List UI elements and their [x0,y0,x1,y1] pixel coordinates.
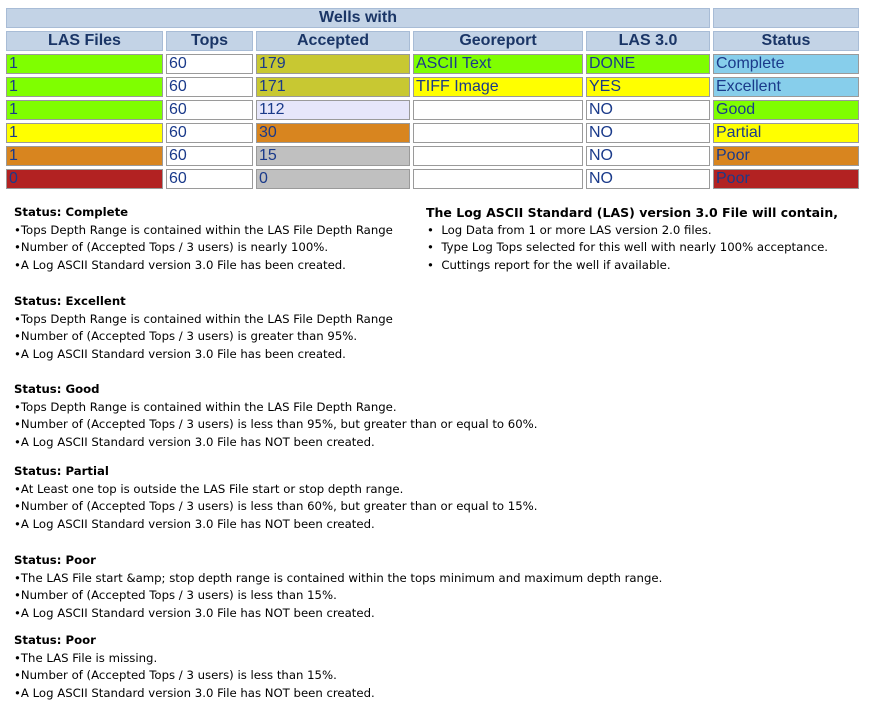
status-note-bullet: •Tops Depth Range is contained within the LAS File Depth Range [14,311,393,326]
cell-tops: 60 [166,54,253,74]
table-row [6,123,859,143]
cell-status: Excellent [713,77,859,97]
cell-georeport: TIFF Image [413,77,583,97]
status-note-bullet: •Number of (Accepted Tops / 3 users) is greater than 95%. [14,329,358,344]
cell-las-3-0: NO [586,100,710,120]
cell-las-files: 0 [6,169,163,189]
cell-las-files: 1 [6,123,163,143]
las-file-note-bullet: • Log Data from 1 or more LAS version 2.0 files. [427,222,712,237]
column-header-tops: Tops [166,31,253,51]
status-note-bullet: •Tops Depth Range is contained within the LAS File Depth Range [14,222,393,237]
cell-status: Complete [713,54,859,74]
table-row [6,54,859,74]
status-note-title: Status: Excellent [14,294,126,308]
cell-status: Poor [713,146,859,166]
cell-tops: 60 [166,146,253,166]
cell-las-3-0: DONE [586,54,710,74]
status-note-poor-missing [14,632,375,702]
cell-las-files: 1 [6,54,163,74]
las-file-notes [426,204,838,274]
status-note-bullet: •Number of (Accepted Tops / 3 users) is nearly 100%. [14,240,329,255]
cell-accepted: 171 [256,77,410,97]
status-note-bullet: •A Log ASCII Standard version 3.0 File has been created. [14,257,346,272]
cell-accepted: 179 [256,54,410,74]
status-note-bullet: •Number of (Accepted Tops / 3 users) is less than 60%, but greater than or equal to 15%. [14,499,538,514]
cell-las-files: 1 [6,100,163,120]
cell-accepted: 112 [256,100,410,120]
group-header-blank [713,8,859,28]
status-note-title: Status: Poor [14,633,96,647]
group-header-wells-with: Wells with [6,8,710,28]
column-header-status: Status [713,31,859,51]
cell-georeport [413,123,583,143]
las-file-notes-title: The Log ASCII Standard (LAS) version 3.0 File will contain, [426,205,838,220]
status-note-bullet: •Number of (Accepted Tops / 3 users) is less than 95%, but greater than or equal to 60%. [14,417,538,432]
cell-status: Good [713,100,859,120]
status-note-bullet: •At Least one top is outside the LAS File start or stop depth range. [14,481,404,496]
status-note-bullet: •The LAS File is missing. [14,650,158,665]
cell-georeport [413,146,583,166]
status-note-title: Status: Complete [14,205,129,219]
cell-georeport [413,169,583,189]
status-note-excellent [14,293,393,363]
cell-las-files: 1 [6,146,163,166]
table-group-header-row [6,8,859,28]
status-note-title: Status: Good [14,382,100,396]
status-note-poor-range [14,552,662,622]
status-note-bullet: •Number of (Accepted Tops / 3 users) is less than 15%. [14,668,337,683]
cell-accepted: 30 [256,123,410,143]
table-row [6,100,859,120]
cell-tops: 60 [166,169,253,189]
cell-tops: 60 [166,100,253,120]
column-header-accepted: Accepted [256,31,410,51]
status-note-bullet: •A Log ASCII Standard version 3.0 File has NOT been created. [14,516,375,531]
cell-status: Poor [713,169,859,189]
status-note-good [14,381,537,451]
status-note-bullet: •Tops Depth Range is contained within the LAS File Depth Range. [14,399,397,414]
cell-tops: 60 [166,123,253,143]
cell-georeport [413,100,583,120]
table-row [6,146,859,166]
status-note-bullet: •A Log ASCII Standard version 3.0 File has NOT been created. [14,685,375,700]
status-note-complete [14,204,393,274]
cell-las-3-0: YES [586,77,710,97]
status-note-title: Status: Poor [14,553,96,567]
status-note-partial [14,463,537,533]
column-header-las-files: LAS Files [6,31,163,51]
las-file-note-bullet: • Cuttings report for the well if available. [427,257,671,272]
status-note-bullet: •Number of (Accepted Tops / 3 users) is less than 15%. [14,588,337,603]
cell-tops: 60 [166,77,253,97]
status-note-bullet: •A Log ASCII Standard version 3.0 File has been created. [14,346,346,361]
status-note-title: Status: Partial [14,464,109,478]
status-note-bullet: •The LAS File start &amp; stop depth range is contained within the tops minimum and maximum depth range. [14,570,663,585]
cell-las-3-0: NO [586,169,710,189]
cell-accepted: 0 [256,169,410,189]
cell-las-files: 1 [6,77,163,97]
table-row [6,169,859,189]
cell-georeport: ASCII Text [413,54,583,74]
las-file-note-bullet: • Type Log Tops selected for this well with nearly 100% acceptance. [427,240,829,255]
column-header-georeport: Georeport [413,31,583,51]
status-note-bullet: •A Log ASCII Standard version 3.0 File has NOT been created. [14,605,375,620]
table-row [6,77,859,97]
wells-status-table [3,5,862,192]
cell-accepted: 15 [256,146,410,166]
status-note-bullet: •A Log ASCII Standard version 3.0 File has NOT been created. [14,434,375,449]
column-header-las-3-0: LAS 3.0 [586,31,710,51]
cell-las-3-0: NO [586,146,710,166]
cell-status: Partial [713,123,859,143]
table-column-header-row [6,31,859,51]
cell-las-3-0: NO [586,123,710,143]
